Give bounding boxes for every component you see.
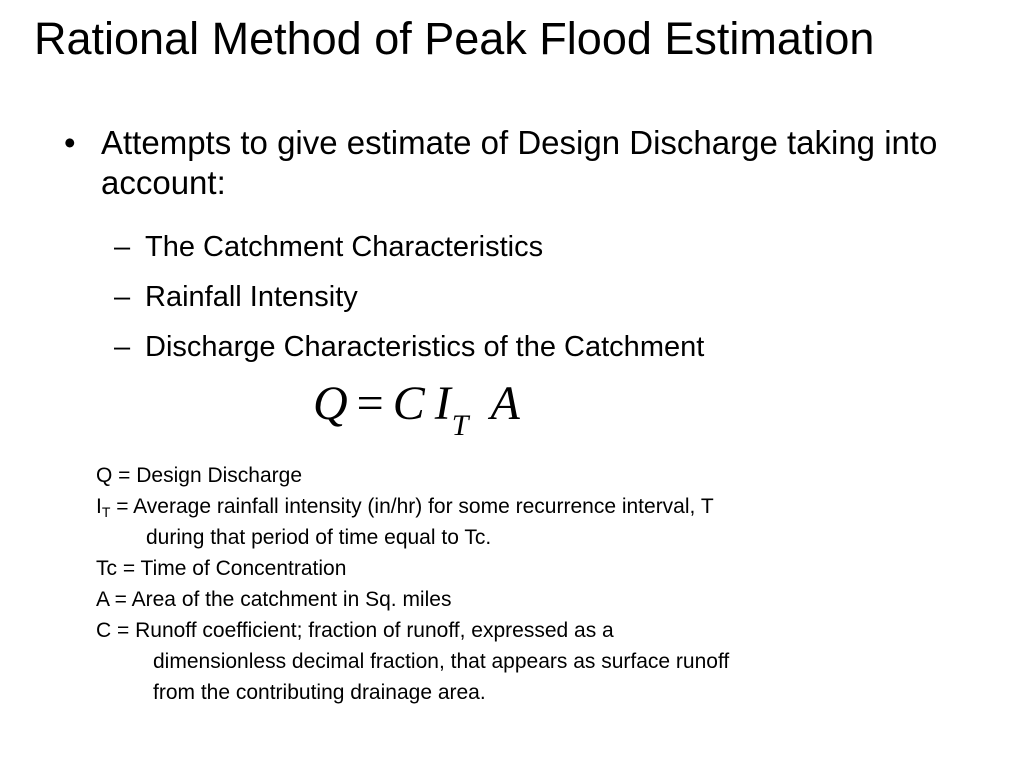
def-c-continuation: dimensionless decimal fraction, that appears as surface runoff	[153, 650, 730, 673]
formula-q: Q	[313, 377, 348, 430]
sub-bullet-list	[114, 222, 704, 372]
sub-bullet-text: Discharge Characteristics of the Catchment	[145, 331, 705, 363]
formula-subscript-t: T	[451, 409, 469, 442]
def-tc: Tc = Time of Concentration	[96, 557, 347, 580]
def-c-continuation: from the contributing drainage area.	[153, 681, 486, 704]
dash-marker: –	[114, 281, 131, 313]
sub-bullet-catchment	[114, 222, 704, 272]
formula-c: C	[392, 377, 425, 430]
main-bullet	[64, 123, 964, 203]
formula-i: I	[434, 377, 451, 430]
bullet-marker: •	[64, 124, 76, 161]
slide-title: Rational Method of Peak Flood Estimation	[34, 13, 875, 64]
sub-bullet-text: Rainfall Intensity	[145, 281, 358, 313]
def-it-symbol: I	[96, 495, 102, 518]
bullet-text: Attempts to give estimate of Design Discharge taking into account:	[101, 124, 938, 201]
dash-marker: –	[114, 331, 131, 363]
def-q: Q = Design Discharge	[96, 464, 303, 487]
definitions-block	[96, 460, 729, 708]
def-c: C = Runoff coefficient; fraction of runoff, expressed as a	[96, 619, 614, 642]
dash-marker: –	[114, 231, 131, 263]
sub-bullet-discharge	[114, 322, 704, 372]
formula-a: A	[490, 377, 520, 430]
rational-formula	[313, 377, 520, 442]
def-it-text: = Average rainfall intensity (in/hr) for some recurrence interval, T	[110, 495, 714, 518]
def-it-subscript: T	[101, 504, 111, 520]
formula-equals: =	[356, 377, 384, 430]
sub-bullet-text: The Catchment Characteristics	[145, 231, 544, 263]
def-it-continuation: during that period of time equal to Tc.	[146, 526, 492, 549]
sub-bullet-rainfall	[114, 272, 704, 322]
def-a: A = Area of the catchment in Sq. miles	[96, 588, 452, 611]
def-it	[96, 491, 729, 522]
